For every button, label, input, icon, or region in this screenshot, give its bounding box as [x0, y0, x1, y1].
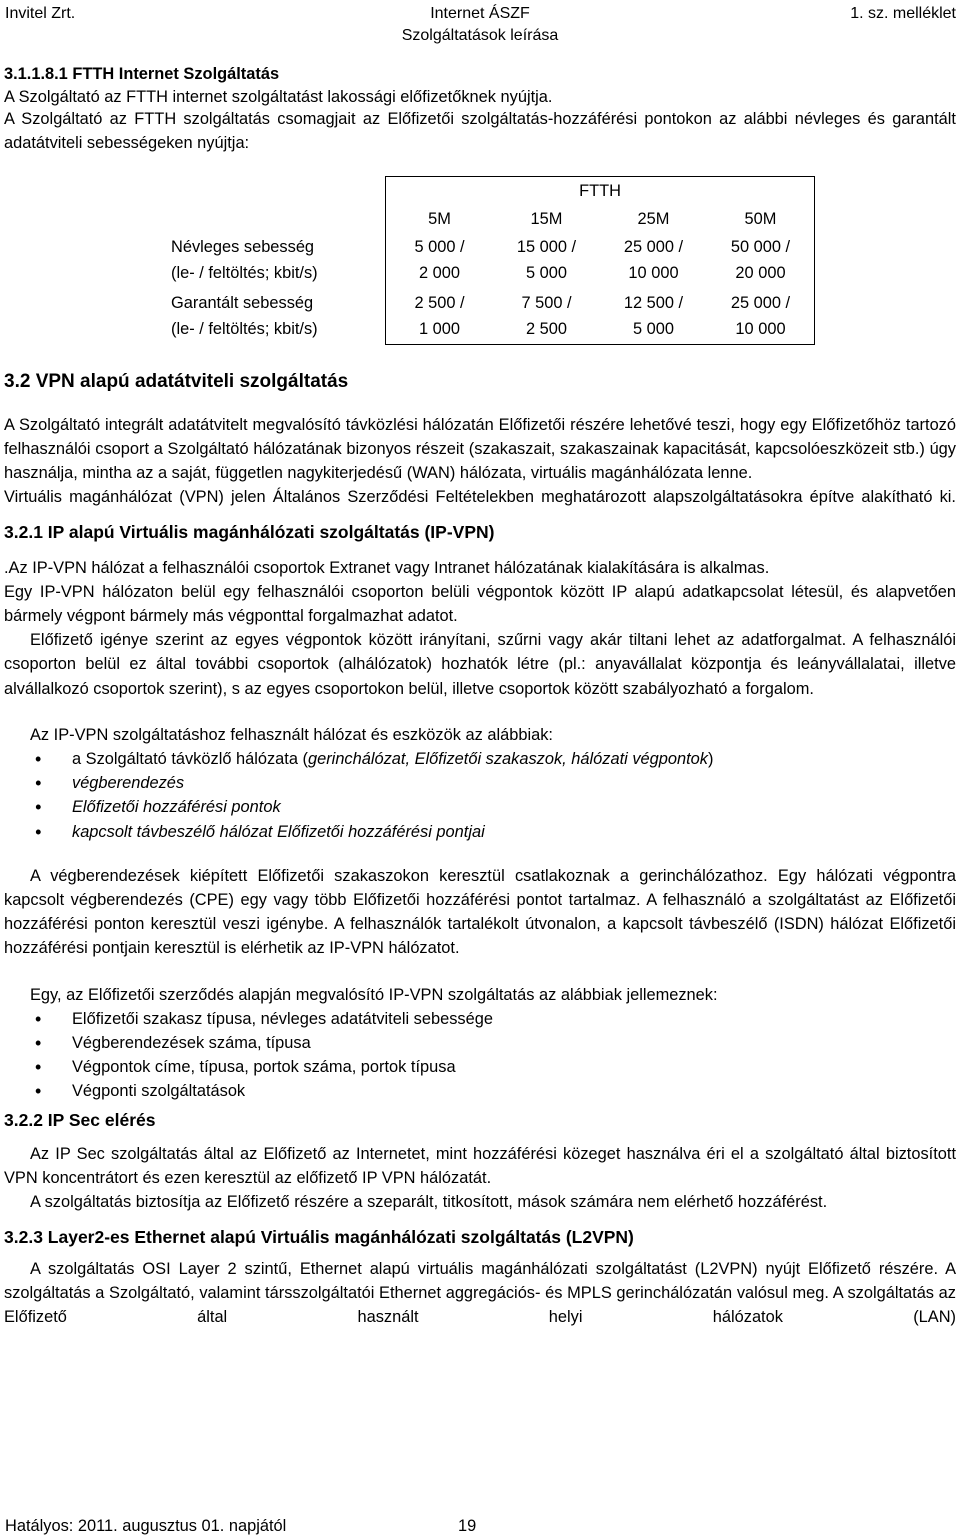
- paragraph: Az IP-VPN szolgáltatáshoz felhasznált hálózat és eszközök az alábbiak:: [30, 725, 553, 744]
- paragraph: Egy, az Előfizetői szerződés alapján megvalósító IP-VPN szolgáltatás az alábbiak jellemeznek:: [30, 985, 718, 1004]
- network-list: [4, 747, 956, 844]
- row-label: Garantált sebesség: [171, 293, 314, 312]
- page-number: 19: [458, 1517, 477, 1535]
- table-column-header: 15M: [530, 209, 563, 228]
- table-cell: 7 500 /: [521, 293, 572, 312]
- paragraph: Virtuális magánhálózat (VPN) jelen Általános Szerződési Feltételekben meghatározott alapszolgáltatásokra építve alakítható ki.: [4, 488, 956, 507]
- subsection-heading-l2vpn: 3.2.3 Layer2-es Ethernet alapú Virtuális magánhálózati szolgáltatás (L2VPN): [4, 1226, 634, 1247]
- table-cell: 25 000 /: [623, 237, 684, 256]
- row-sublabel: (le- / feltöltés; kbit/s): [171, 319, 318, 338]
- list-item: • Előfizetői szakasz típusa, névleges adatátviteli sebessége: [4, 1007, 956, 1031]
- section-heading-vpn: 3.2 VPN alapú adatátviteli szolgáltatás: [4, 370, 349, 392]
- table-cell: 25 000 /: [730, 293, 791, 312]
- table-row: [157, 232, 815, 286]
- table-group-header: FTTH: [386, 176, 815, 204]
- table-cell: 10 000: [628, 263, 679, 282]
- list-item: • Végberendezések száma, típusa: [4, 1031, 956, 1055]
- paragraph: A Szolgáltató az FTTH szolgáltatás csomagjait az Előfizetői szolgáltatás-hozzáférési pontokon az alábbi névleges és garantált adatátviteli sebességeken nyújtja:: [4, 110, 956, 153]
- table-cell: 5 000 /: [414, 237, 465, 256]
- paragraph: A végberendezések kiépített Előfizetői szakaszokon keresztül csatlakoznak a gerinchálózathoz. Egy hálózati végpontra kapcsolt végberendezés (CPE) egy vagy több Előfizetői hozzáférési pontot tartalmaz. A felhasználó a szolgáltatást az Előfizetői hozzáférési ponton keresztül veszi igénybe. A felhasználók tartalékolt útvonalon, a kapcsolt távbeszélő (ISDN) hálózat Előfizetői hozzáférési pontjain keresztül is elérhetik az IP-VPN hálózatot.: [4, 866, 956, 958]
- table-cell: 5 000: [525, 263, 568, 282]
- header-company: Invitel Zrt.: [5, 5, 76, 22]
- list-item: • Végponti szolgáltatások: [4, 1079, 956, 1103]
- header-title-line2: Szolgáltatások leírása: [401, 27, 559, 44]
- table-cell: 12 500 /: [623, 293, 684, 312]
- paragraph: A szolgáltatás OSI Layer 2 szintű, Ethernet alapú virtuális magánhálózati szolgáltatást (L2VPN) nyújt Előfizető részére. A szolgáltatás a Szolgáltató, valamint társszolgáltatói Ethernet aggregációs- és MPLS gerinchálózatán valósul meg. A szolgáltatás az Előfizető által használt helyi hálózatok (LAN): [4, 1259, 956, 1327]
- list-item: • Végpontok címe, típusa, portok száma, portok típusa: [4, 1055, 956, 1079]
- page-footer: [5, 1515, 955, 1537]
- table-cell: 2 500 /: [414, 293, 465, 312]
- paragraph: A Szolgáltató integrált adatátvitelt megvalósító távközlési hálózatán Előfizetői részére lehetővé teszi, hogy egy Előfizetőhöz tartozó felhasználói csoport a Szolgáltató hálózatának bizonyos részeit (szakaszait, szakaszainak kapacitását, kapcsolóeszközeit stb.) úgy használja, mintha az a saját, független nagykiterjedésű (WAN) hálózata, virtuális magánhálózata lenne.: [4, 415, 956, 483]
- table-cell: 1 000: [418, 319, 461, 338]
- table-column-header: 50M: [707, 204, 815, 232]
- characteristics-list: [4, 1007, 956, 1104]
- table-row: [157, 286, 815, 345]
- section-heading-ftth: 3.1.1.8.1 FTTH Internet Szolgáltatás: [4, 65, 280, 83]
- table-cell: 2 000: [418, 263, 461, 282]
- footer-effective-date: Hatályos: 2011. augusztus 01. napjától: [5, 1517, 287, 1535]
- list-item: • Előfizetői hozzáférési pontok: [4, 795, 956, 819]
- document-body: [4, 62, 956, 1329]
- ftth-speed-table: [157, 176, 956, 345]
- paragraph: Egy IP-VPN hálózaton belül egy felhasználói csoporton belüli végpontok között IP alapú adatkapcsolat létesül, és alapvetően bármely végpont bármely más végponttal forgalmazhat adatot.: [4, 582, 956, 626]
- header-annex: 1. sz. melléklet: [850, 5, 956, 22]
- header-title: [382, 3, 578, 47]
- subsection-heading-ipsec: 3.2.2 IP Sec elérés: [4, 1109, 156, 1130]
- row-sublabel: (le- / feltöltés; kbit/s): [171, 263, 318, 282]
- page-header: [0, 3, 960, 47]
- paragraph: A Szolgáltató az FTTH internet szolgáltatást lakossági előfizetőknek nyújtja.: [4, 88, 553, 106]
- table-cell: 20 000: [735, 263, 786, 282]
- table-cell: 2 500: [525, 319, 568, 338]
- list-item: • végberendezés: [4, 771, 956, 795]
- subsection-heading-ipvpn: 3.2.1 IP alapú Virtuális magánhálózati szolgáltatás (IP-VPN): [4, 522, 495, 543]
- list-item: • kapcsolt távbeszélő hálózat Előfizetői hozzáférési pontjai: [4, 820, 956, 844]
- paragraph: Előfizető igénye szerint az egyes végpontok között irányítani, szűrni vagy akár tiltani lehet az adatforgalmat. A felhasználói csoporton belül ez által további csoportok (alhálózatok) hozhatók létre (pl.: anyavállalat központja és leányvállalatai, illetve alvállalkozó csoportok szerint), s az egyes csoportokon belül, illetve csoportok között szabályozható a forgalom.: [4, 631, 956, 698]
- table-cell: 15 000 /: [516, 237, 577, 256]
- table-cell: 10 000: [735, 319, 786, 338]
- paragraph: Az IP Sec szolgáltatás által az Előfizető az Internetet, mint hozzáférési közeget használva éri el a szolgáltató által biztosított VPN koncentrátort és ezen keresztül az előfizető IP VPN hálózatát.: [4, 1144, 956, 1188]
- paragraph: A szolgáltatás biztosítja az Előfizető részére a szeparált, titkosított, mások számára nem elérhető hozzáférést.: [30, 1193, 828, 1212]
- table-column-header: 25M: [637, 209, 670, 228]
- table-column-header: 5M: [386, 204, 494, 232]
- table-cell: 5 000: [632, 319, 675, 338]
- table-cell: 50 000 /: [730, 237, 791, 256]
- header-title-line1: Internet ÁSZF: [430, 5, 530, 22]
- row-label: Névleges sebesség: [171, 237, 315, 256]
- paragraph: .Az IP-VPN hálózat a felhasználói csoportok Extranet vagy Intranet hálózatának kialakítására is alkalmas.: [4, 558, 770, 577]
- list-item: • a Szolgáltató távközlő hálózata (gerinchálózat, Előfizetői szakaszok, hálózati végpontok): [4, 747, 956, 771]
